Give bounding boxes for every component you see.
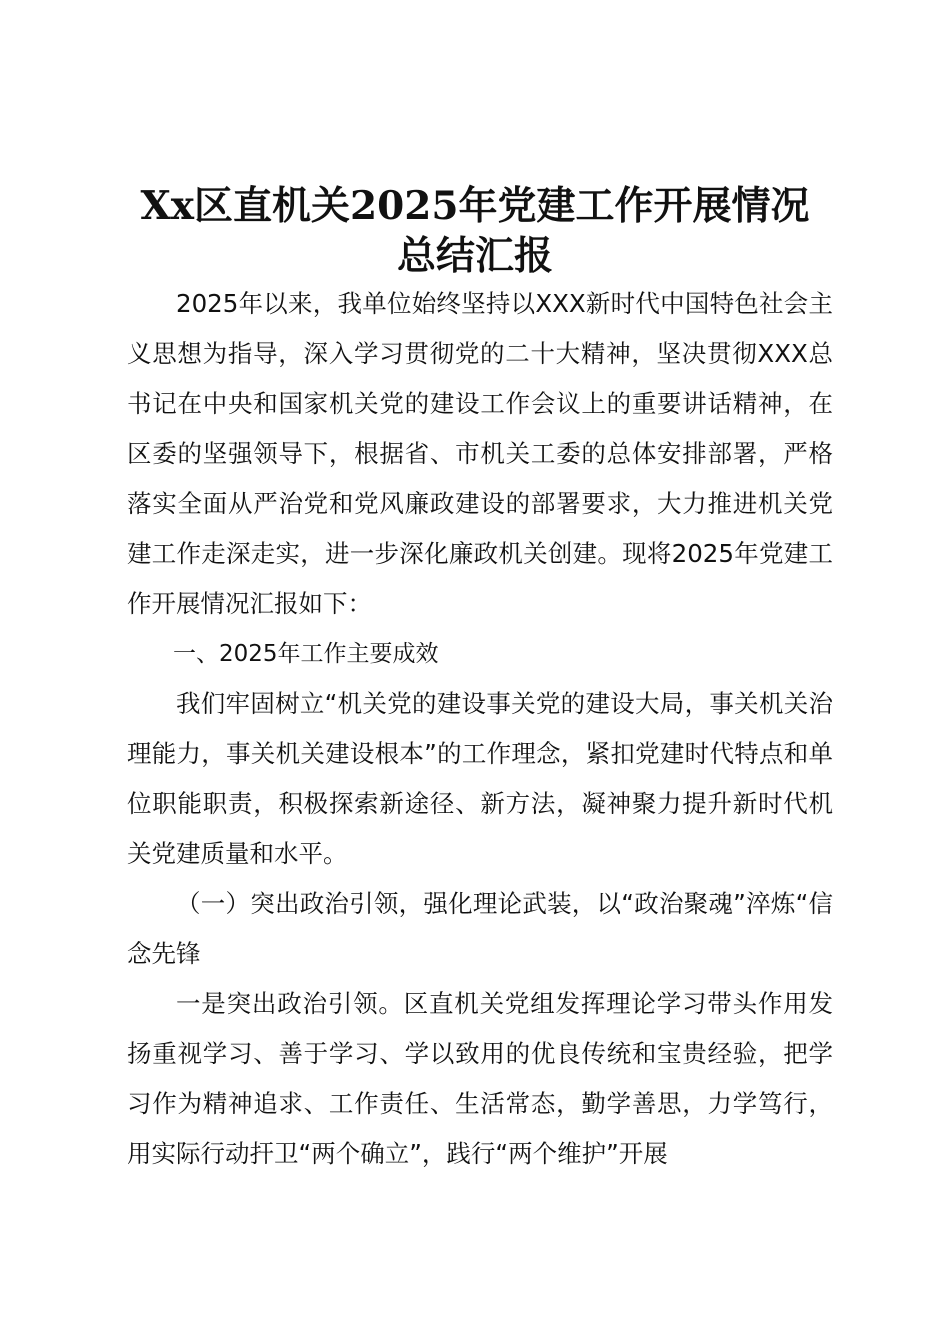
document-body xyxy=(127,279,833,1179)
intro-paragraph: 2025年以来，我单位始终坚持以XXX新时代中国特色社会主义思想为指导，深入学习贯彻党的二十大精神，坚决贯彻XXX总书记在中央和国家机关党的建设工作会议上的重要讲话精神，在区委的坚强领导下，根据省、市机关工委的总体安排部署，严格落实全面从严治党和党风廉政建设的部署要求，大力推进机关党建工作走深走实，进一步深化廉政机关创建。现将2025年党建工作开展情况汇报如下： xyxy=(127,289,833,618)
document-title-line-1: Xx区直机关2025年党建工作开展情况 xyxy=(140,183,810,229)
achievements-paragraph: 我们牢固树立“机关党的建设事关党的建设大局，事关机关治理能力，事关机关建设根本”的工作理念，紧扣党建时代特点和单位职能职责，积极探索新途径、新方法，凝神聚力提升新时代机关党建质量和水平。 xyxy=(127,689,833,868)
political-guidance-paragraph: 一是突出政治引领。区直机关党组发挥理论学习带头作用发扬重视学习、善于学习、学以致用的优良传统和宝贵经验，把学习作为精神追求、工作责任、生活常态，勤学善思，力学笃行，用实际行动扞卫“两个确立”，践行“两个维护”开展 xyxy=(127,989,833,1168)
section-heading-achievements: 一、2025年工作主要成效 xyxy=(173,641,439,667)
subsection-heading-1: （一）突出政治引领，强化理论武装，以“政治聚魂”淬炼“信念先锋 xyxy=(127,889,833,968)
document-title-line-2: 总结汇报 xyxy=(396,233,553,279)
